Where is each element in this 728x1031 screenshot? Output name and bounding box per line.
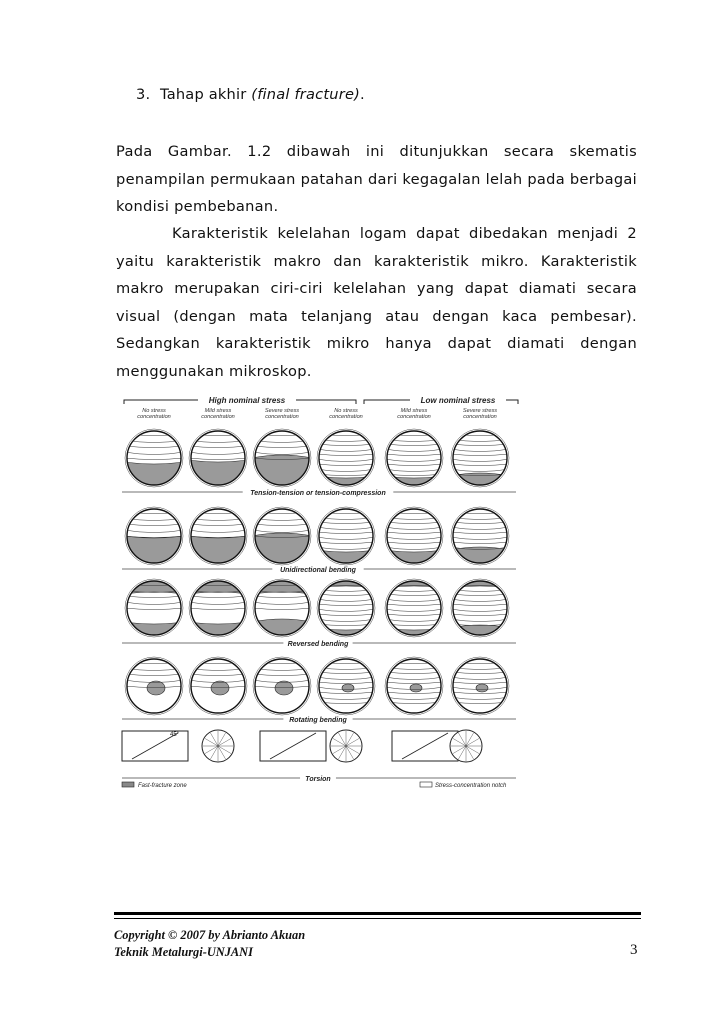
fracture-section-tension-2 xyxy=(188,429,248,488)
row-label-3: Reversed bending xyxy=(287,641,349,648)
fracture-section-revbend-2 xyxy=(188,578,248,638)
column-label-6: Severe stress concentration xyxy=(462,408,498,420)
torsion-shaft-2 xyxy=(260,731,326,761)
fracture-section-unibend-5 xyxy=(384,507,444,566)
fracture-section-rotbend-5 xyxy=(384,657,444,715)
fracture-section-revbend-5 xyxy=(384,578,444,638)
list-text-italic: (final fracture) xyxy=(251,86,361,103)
legend-notch-swatch xyxy=(420,782,432,787)
fracture-section-unibend-4 xyxy=(316,507,376,566)
page-number: 3 xyxy=(630,942,638,958)
column-label-4: No stress concentration xyxy=(329,408,363,420)
paragraph-characteristics: Karakteristik kelelahan logam dapat dibedakan menjadi 2 yaitu karakteristik makro dan karakteristik mikro. Karakteristik makro merupakan ciri-ciri kelelahan yang dapat diamati secara visual (dengan mata telanjang atau dengan kaca pembesar). Sedangkan karakteristik mikro hanya dapat diamati dengan menggunakan mikroskop. xyxy=(116,225,637,380)
fracture-section-tension-3 xyxy=(252,429,312,488)
torsion-section-3 xyxy=(450,730,482,762)
fracture-section-unibend-6 xyxy=(450,507,510,566)
fracture-section-revbend-1 xyxy=(124,578,184,638)
torsion-section-2 xyxy=(330,730,362,762)
list-item-final-fracture xyxy=(136,86,365,103)
legend-fast-fracture-swatch xyxy=(122,782,134,787)
fracture-section-tension-1 xyxy=(124,429,184,488)
column-label-5: Mild stress concentration xyxy=(397,408,431,420)
fracture-section-unibend-3 xyxy=(252,507,312,566)
list-text: Tahap akhir xyxy=(160,86,252,103)
header-high-nominal-stress: High nominal stress xyxy=(208,396,286,405)
row-label-5: Torsion xyxy=(305,776,331,783)
fracture-section-rotbend-2 xyxy=(188,657,248,715)
row-label-1: Tension-tension or tension-compression xyxy=(250,490,386,497)
column-label-1: No stress concentration xyxy=(137,408,171,420)
fracture-section-rotbend-6 xyxy=(450,657,510,715)
footer-department: Teknik Metalurgi-UNJANI xyxy=(114,945,253,959)
header-low-nominal-stress: Low nominal stress xyxy=(420,396,496,405)
legend-notch-label: Stress-concentration notch xyxy=(435,783,507,789)
footer-copyright: Copyright © 2007 by Abrianto Akuan xyxy=(114,928,306,942)
torsion-angle-label: 45° xyxy=(170,732,180,738)
fracture-section-revbend-4 xyxy=(316,578,376,638)
fracture-section-tension-5 xyxy=(384,429,444,488)
column-label-2: Mild stress concentration xyxy=(201,408,235,420)
fracture-section-unibend-2 xyxy=(188,507,248,566)
fracture-section-rotbend-3 xyxy=(252,657,312,715)
fracture-section-rotbend-4 xyxy=(316,657,376,715)
fracture-section-rotbend-1 xyxy=(124,657,184,715)
footer-rule-thick xyxy=(114,912,641,915)
legend-fast-fracture-label: Fast-fracture zone xyxy=(138,783,187,789)
footer-rule-thin xyxy=(114,918,641,919)
torsion-shaft-3 xyxy=(392,731,458,761)
fracture-section-unibend-1 xyxy=(124,507,184,566)
torsion-section-1 xyxy=(202,730,234,762)
paragraph-figure-intro: Pada Gambar. 1.2 dibawah ini ditunjukkan secara skematis penampilan permukaan patahan dari kegagalan lelah pada berbagai kondisi pembebanan. xyxy=(116,143,637,216)
fatigue-fracture-figure xyxy=(118,390,520,802)
fracture-section-revbend-3 xyxy=(252,578,312,638)
fracture-section-tension-4 xyxy=(316,429,376,488)
fracture-section-tension-6 xyxy=(450,429,510,488)
list-text-end: . xyxy=(360,86,365,103)
row-label-2: Unidirectional bending xyxy=(280,567,356,574)
row-label-4: Rotating bending xyxy=(289,717,347,724)
column-label-3: Severe stress concentration xyxy=(264,408,300,420)
list-number: 3. xyxy=(136,86,151,103)
fracture-section-revbend-6 xyxy=(450,578,510,638)
